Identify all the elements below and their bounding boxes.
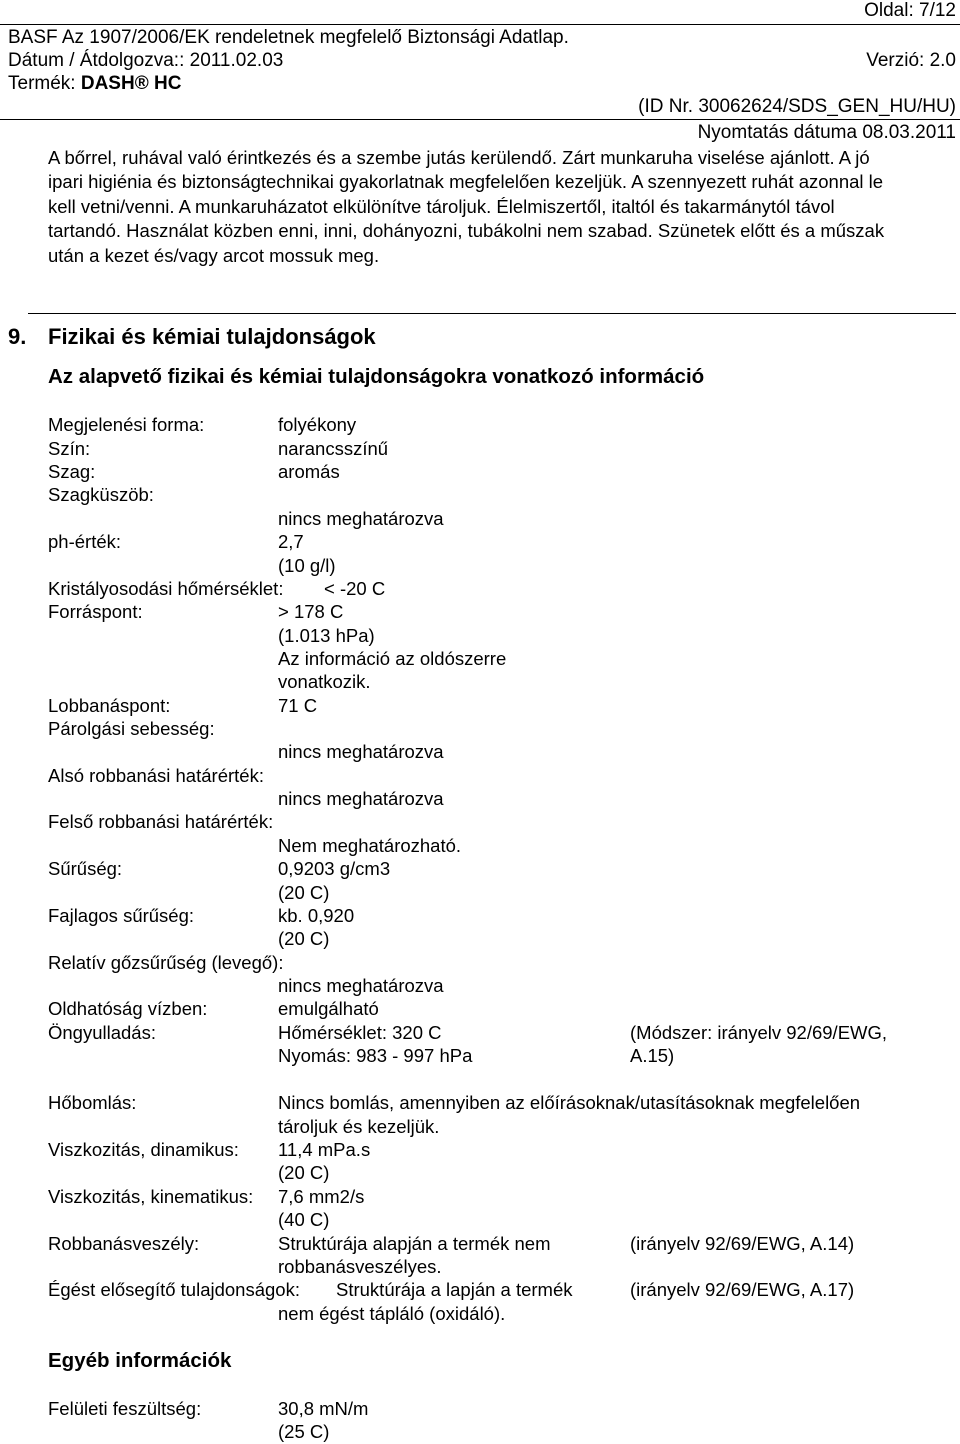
decomposition-value: Nincs bomlás, amennyiben az előírásoknak/utasításoknak megfelelően — [278, 1092, 861, 1113]
odor-threshold-value: nincs meghatározva — [278, 508, 444, 529]
water-solubility-value: emulgálható — [278, 998, 379, 1019]
explosion-hazard-value: Struktúrája alapján a termék nem — [278, 1233, 551, 1254]
evaporation-label: Párolgási sebesség: — [48, 718, 215, 739]
ph-label: ph-érték: — [48, 531, 122, 552]
boiling-point-label: Forráspont: — [48, 601, 143, 622]
revision-date: Dátum / Átdolgozva:: 2011.02.03 — [8, 50, 284, 71]
autoignition-label: Öngyulladás: — [48, 1022, 156, 1043]
form-value: folyékony — [278, 414, 357, 435]
crystallization-value: < -20 C — [324, 578, 386, 599]
color-value: narancsszínű — [278, 438, 389, 459]
kinematic-viscosity-label: Viszkozitás, kinematikus: — [48, 1186, 254, 1207]
paragraph-line: ipari higiénia és biztonságtechnikai gyakorlatnak megfelelően kezeljük. A szennyezett ruhát azonnal le — [48, 171, 884, 193]
surface-tension-value: 30,8 mN/m — [278, 1398, 369, 1419]
color-label: Szín: — [48, 438, 91, 459]
lower-explosion-limit-value: nincs meghatározva — [278, 788, 444, 809]
water-solubility-label: Oldhatóság vízben: — [48, 998, 208, 1019]
oxidizing-value: Struktúrája a lapján a termék — [336, 1279, 573, 1300]
boiling-point-value: > 178 C — [278, 601, 344, 622]
subsection-title: Az alapvető fizikai és kémiai tulajdonságokra vonatkozó információ — [48, 365, 705, 388]
print-date: Nyomtatás dátuma 08.03.2011 — [697, 122, 956, 143]
oxidizing-label: Égést elősegítő tulajdonságok: — [48, 1279, 300, 1300]
autoignition-method: (Módszer: irányelv 92/69/EWG, — [630, 1022, 888, 1043]
product-line — [8, 73, 181, 95]
ph-condition: (10 g/l) — [278, 555, 336, 576]
product-name: DASH® HC — [80, 73, 182, 94]
vapor-density-label: Relatív gőzsűrűség (levegő): — [48, 952, 284, 973]
surface-tension-condition: (25 C) — [278, 1421, 330, 1442]
kinematic-viscosity-value: 7,6 mm2/s — [278, 1186, 365, 1207]
density-label: Sűrűség: — [48, 858, 123, 879]
section-number: 9. — [8, 324, 27, 349]
autoignition-method-cont: A.15) — [630, 1045, 675, 1066]
surface-tension-label: Felületi feszültség: — [48, 1398, 202, 1419]
dynamic-viscosity-label: Viszkozitás, dinamikus: — [48, 1139, 239, 1160]
explosion-hazard-label: Robbanásveszély: — [48, 1233, 200, 1254]
ph-value: 2,7 — [278, 531, 304, 552]
specific-gravity-label: Fajlagos sűrűség: — [48, 905, 195, 926]
kinematic-viscosity-condition: (40 C) — [278, 1209, 330, 1230]
version: Verzió: 2.0 — [866, 50, 956, 71]
autoignition-pressure: Nyomás: 983 - 997 hPa — [278, 1045, 473, 1066]
product-label: Termék: — [8, 73, 81, 94]
crystallization-label: Kristályosodási hőmérséklet: — [48, 578, 284, 599]
handling-paragraph — [48, 146, 960, 268]
document-title: BASF Az 1907/2006/EK rendeletnek megfelelő Biztonsági Adatlap. — [8, 27, 569, 48]
paragraph-line: kell vetni/venni. A munkaruházatot elkülönítve tároljuk. Élelmiszertől, italtól és takarmánytól távol — [48, 195, 835, 217]
vapor-density-value: nincs meghatározva — [278, 975, 444, 996]
form-label: Megjelenési forma: — [48, 414, 205, 435]
decomposition-value-cont: tároljuk és kezeljük. — [278, 1116, 440, 1137]
section-title: Fizikai és kémiai tulajdonságok — [48, 324, 376, 349]
oxidizing-value-cont: nem égést tápláló (oxidáló). — [278, 1303, 506, 1324]
header-top-rule — [0, 24, 960, 25]
specific-gravity-value: kb. 0,920 — [278, 905, 355, 926]
autoignition-temperature: Hőmérséklet: 320 C — [278, 1022, 442, 1043]
dynamic-viscosity-condition: (20 C) — [278, 1162, 330, 1183]
other-information-title: Egyéb információk — [48, 1349, 232, 1372]
paragraph-line: A bőrrel, ruhával való érintkezés és a szembe jutás kerülendő. Zárt munkaruha viselése ajánlott. A jó — [48, 147, 870, 168]
oxidizing-reference: (irányelv 92/69/EWG, A.17) — [630, 1279, 855, 1300]
specific-gravity-condition: (20 C) — [278, 928, 330, 949]
boiling-point-note: Az információ az oldószerre — [278, 648, 507, 669]
lower-explosion-limit-label: Alsó robbanási határérték: — [48, 765, 264, 786]
upper-explosion-limit-value: Nem meghatározható. — [278, 835, 462, 856]
section-divider — [28, 313, 956, 314]
explosion-hazard-reference: (irányelv 92/69/EWG, A.14) — [630, 1233, 855, 1254]
document-id: (ID Nr. 30062624/SDS_GEN_HU/HU) — [638, 96, 956, 117]
flash-point-value: 71 C — [278, 695, 318, 716]
header-bottom-rule — [0, 119, 960, 120]
page-number: Oldal: 7/12 — [864, 0, 956, 21]
boiling-point-condition: (1.013 hPa) — [278, 625, 375, 646]
upper-explosion-limit-label: Felső robbanási határérték: — [48, 811, 274, 832]
flash-point-label: Lobbanáspont: — [48, 695, 171, 716]
odor-value: aromás — [278, 461, 340, 482]
odor-threshold-label: Szagküszöb: — [48, 484, 154, 505]
boiling-point-note-cont: vonatkozik. — [278, 671, 371, 692]
density-condition: (20 C) — [278, 882, 330, 903]
evaporation-value: nincs meghatározva — [278, 741, 444, 762]
odor-label: Szag: — [48, 461, 96, 482]
paragraph-line: után a kezet és/vagy arcot mossuk meg. — [48, 244, 380, 266]
explosion-hazard-value-cont: robbanásveszélyes. — [278, 1256, 442, 1277]
paragraph-line: tartandó. Használat közben enni, inni, dohányozni, tubákolni nem szabad. Szünetek előtt és a műszak — [48, 220, 885, 242]
decomposition-label: Hőbomlás: — [48, 1092, 137, 1113]
dynamic-viscosity-value: 11,4 mPa.s — [278, 1139, 371, 1160]
density-value: 0,9203 g/cm3 — [278, 858, 391, 879]
